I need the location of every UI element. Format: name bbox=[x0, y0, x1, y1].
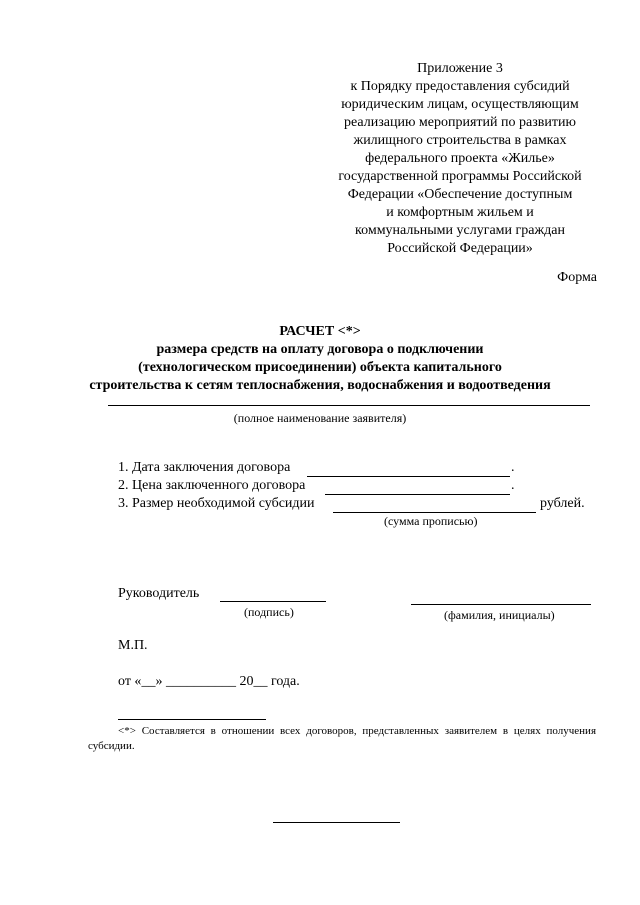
appendix-line: федерального проекта «Жилье» bbox=[365, 151, 555, 166]
signature-field[interactable] bbox=[220, 601, 326, 602]
title-line: (технологическом присоединении) объекта капитального bbox=[138, 360, 502, 375]
name-initials-caption: (фамилия, инициалы) bbox=[444, 608, 555, 622]
appendix-line: реализацию мероприятий по развитию bbox=[344, 115, 576, 130]
form-label: Форма bbox=[557, 270, 597, 285]
appendix-line: к Порядку предоставления субсидий bbox=[350, 79, 570, 94]
applicant-caption: (полное наименование заявителя) bbox=[233, 411, 407, 425]
title-line: строительства к сетям теплоснабжения, водоснабжения и водоотведения bbox=[89, 378, 551, 393]
bottom-divider bbox=[273, 822, 400, 823]
item-end-mark: . bbox=[511, 460, 515, 475]
title-line: размера средств на оплату договора о подключении bbox=[156, 342, 484, 357]
appendix-line: и комфортным жильем и bbox=[386, 205, 534, 220]
item-contract-price-label: 2. Цена заключенного договора bbox=[118, 478, 306, 493]
title-heading: РАСЧЕТ <*> bbox=[279, 324, 361, 339]
date-line bbox=[118, 674, 300, 690]
appendix-line: государственной программы Российской bbox=[338, 169, 582, 184]
footnote-separator bbox=[118, 719, 266, 720]
appendix-line: Федерации «Обеспечение доступным bbox=[347, 187, 573, 202]
signature-caption: (подпись) bbox=[244, 605, 294, 619]
date-year-field[interactable]: __ bbox=[253, 674, 268, 689]
date-mid: » bbox=[155, 674, 166, 689]
footnote bbox=[88, 724, 596, 754]
subsidy-amount-field[interactable] bbox=[333, 512, 536, 513]
appendix-line: коммунальными услугами граждан bbox=[355, 223, 565, 238]
date-day-field[interactable]: __ bbox=[141, 674, 156, 689]
date-month-field[interactable]: __________ bbox=[165, 674, 236, 689]
contract-price-field[interactable] bbox=[325, 494, 510, 495]
appendix-line: Приложение 3 bbox=[417, 61, 503, 76]
date-year-prefix: 20 bbox=[235, 674, 254, 689]
appendix-header bbox=[316, 60, 604, 258]
stamp-label: М.П. bbox=[118, 638, 148, 653]
document-title bbox=[30, 323, 610, 395]
footnote-text: <*> Составляется в отношении всех договоров, представленных заявителем в целях получения субсидии. bbox=[88, 725, 596, 752]
item-subsidy-amount-label: 3. Размер необходимой субсидии bbox=[118, 496, 315, 511]
item-end-mark: . bbox=[511, 478, 515, 493]
signature-role: Руководитель bbox=[118, 586, 200, 601]
amount-caption: (сумма прописью) bbox=[384, 514, 478, 528]
item-currency-unit: рублей. bbox=[540, 496, 585, 511]
contract-date-field[interactable] bbox=[307, 476, 510, 477]
name-initials-field[interactable] bbox=[411, 604, 591, 605]
date-prefix: от « bbox=[118, 674, 142, 689]
date-suffix: года. bbox=[267, 674, 300, 689]
item-contract-date-label: 1. Дата заключения договора bbox=[118, 460, 291, 475]
applicant-name-line[interactable] bbox=[108, 405, 590, 406]
appendix-line: жилищного строительства в рамках bbox=[353, 133, 567, 148]
appendix-line: юридическим лицам, осуществляющим bbox=[341, 97, 579, 112]
appendix-line: Российской Федерации» bbox=[387, 241, 533, 256]
